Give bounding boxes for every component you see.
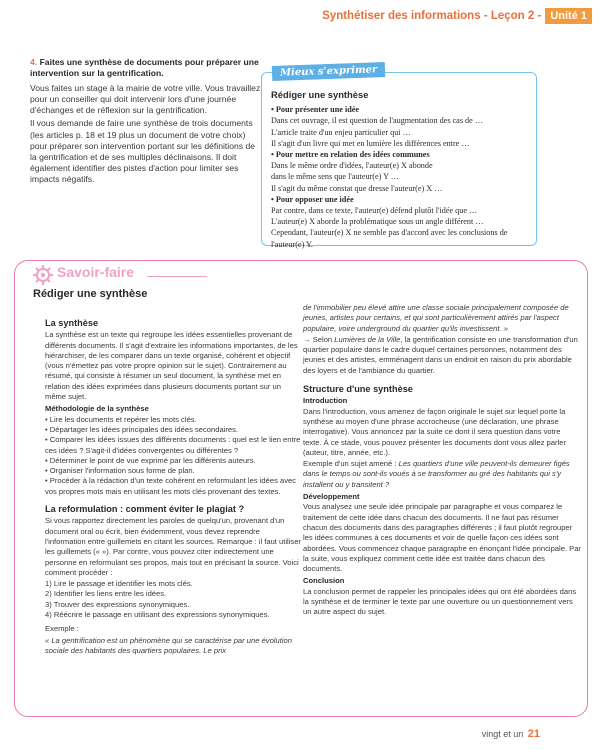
exercise-title <box>30 57 262 79</box>
heading-structure: Structure d'une synthèse <box>303 384 413 395</box>
synthese-paragraph: La synthèse est un texte qui regroupe les idées essentielles provenant de différents documents. Il s'agit d'extraire les informations importantes, de les hiérarchiser, de les comparer dans un texte organisé, cohérent et objectif (vous n'émettez pas votre propre opinion sur le sujet). Contrairement au résumé, qui consiste à résumer un seul document, la synthèse met en relation des idées exprimées dans plusieurs documents portant sur un même sujet. <box>45 330 298 402</box>
mieux-line: Il s'agit du même constat que dresse l'auteur(e) X … <box>271 183 443 193</box>
reformulation-source: Lumières de la Ville <box>334 334 401 344</box>
mieux-sexprimer-tag: Mieux s'exprimer <box>272 62 386 81</box>
heading-introduction: Introduction <box>303 396 348 406</box>
exercise-4 <box>30 57 262 187</box>
introduction-example-text: Les quartiers d'une ville peuvent-ils demeurer figés dans le temps ou sont-ils voués à se transformer au gré des habitants qui s'y installent ou y transitent ? <box>303 459 570 489</box>
reformulation-step: 3) Trouver des expressions synonymiques. <box>45 599 190 609</box>
methodo-item: • Départager les idées principales des idées secondaires. <box>45 424 239 434</box>
exercise-paragraph-1: Vous faites un stage à la mairie de votre ville. Vous travaillez pour un conseiller qui doit intervenir lors d'une journée d'échanges et de réflexion sur la gentrification. <box>30 83 261 116</box>
exercise-title-text: Faites une synthèse de documents pour préparer une intervention sur la gentrification. <box>30 57 259 79</box>
mieux-line: Par contre, dans ce texte, l'auteur(e) défend plutôt l'idée que … <box>271 206 478 216</box>
heading-developpement: Développement <box>303 492 360 502</box>
lesson-title: Synthétiser des informations - Leçon 2 - <box>322 10 542 22</box>
mieux-section-relate: • Pour mettre en relation des idées communes <box>271 150 430 160</box>
mieux-line: dans le même sens que l'auteur(e) Y … <box>271 172 399 182</box>
heading-conclusion: Conclusion <box>303 576 345 586</box>
mieux-line: L'article traite d'un enjeu particulier qui … <box>271 127 411 137</box>
exercise-number: 4. <box>30 57 38 67</box>
mieux-section-oppose: • Pour opposer une idée <box>271 194 354 204</box>
savoir-faire-heading: Rédiger une synthèse <box>33 288 148 300</box>
heading-reformulation: La reformulation : comment éviter le plagiat ? <box>45 504 245 515</box>
savoir-faire-box <box>14 260 588 717</box>
methodo-item: • Organiser l'information sous forme de plan. <box>45 466 195 476</box>
methodo-item: • Procéder à la rédaction d'un texte cohérent en reformulant les idées avec vos propres mots mais en utilisant les mots clés provenant des textes. <box>45 476 297 496</box>
exemple-label: Exemple : <box>45 624 79 634</box>
unit-badge: Unité 1 <box>545 8 592 24</box>
reformulation-body: , la gentrification consiste en une transformation d'un quartier populaire dans le cadre duquel certaines personnes, notamment des jeunes et des artistes, emménagent dans un endroit en raison du prix abordable des loyers et de l'ambiance du quartier. <box>303 334 578 375</box>
exemple-quote: « La gentrification est un phénomène qui se caractérise par une évolution sociale des habitants des quartiers populaires. Le prix <box>45 635 292 655</box>
reformulation-example <box>303 335 581 376</box>
page-header <box>322 6 592 26</box>
mieux-line: Cependant, l'auteur(e) X ne semble pas d'accord avec les conclusions de l'auteur(e) Y. <box>271 228 508 249</box>
arrow-icon: → <box>303 334 311 344</box>
mieux-title: Rédiger une synthèse <box>271 89 369 100</box>
reformulation-intro: Selon <box>312 334 335 344</box>
savoir-faire-rule <box>147 276 207 277</box>
gear-icon <box>33 265 53 285</box>
conclusion-paragraph: La conclusion permet de rappeler les principales idées qui ont été abordées dans la synthèse et de terminer le texte par une ouverture ou un questionnement vers un autre aspect du sujet. <box>303 586 577 617</box>
page-number: 21 <box>527 728 540 740</box>
mieux-sexprimer-box <box>261 64 537 249</box>
methodo-item: • Lire les documents et repérer les mots clés. <box>45 414 197 424</box>
mieux-line: Il s'agit d'un livre qui met en lumière les différences entre … <box>271 138 470 148</box>
reformulation-paragraph: Si vous rapportez directement les paroles de quelqu'un, provenant d'un document oral ou écrit, bien évidemment, vous devez reprendre l'information entre guillemets en citant les sources. Remarque : il faut utiliser les guillemets (« »). Par contre, vous pouvez citer indirectement une personne en reformulant ses propos, mais tout en précisant la source. Voici comment procéder : <box>45 516 301 577</box>
heading-synthese: La synthèse <box>45 318 99 328</box>
mieux-line: L'auteur(e) X aborde la problématique sous un angle différent … <box>271 217 484 227</box>
introduction-example <box>303 459 581 490</box>
savoir-faire-label: Savoir-faire <box>57 264 135 280</box>
methodo-item: • Comparer les idées issues des différents documents : quel est le lien entre ces idées ? S'agit-il d'idées convergentes ou différentes ? <box>45 435 301 455</box>
mieux-line: Dans cet ouvrage, il est question de l'augmentation des cas de … <box>271 116 484 126</box>
heading-methodologie: Méthodologie de la synthèse <box>45 404 149 414</box>
page-footer <box>482 728 540 740</box>
exemple-quote-continued: de l'immobilier peu élevé attire une classe sociale principalement composée de jeunes, artistes pour certains, et qui sont particulièrement attirés par l'aspect populaire, voire underground du quartier qu'ils investissent. » <box>303 303 569 333</box>
exercise-paragraph-2: Il vous demande de faire une synthèse de trois documents (les articles p. 18 et 19 plus un document de votre choix) pour préparer son intervention portant sur les définitions de la gentrification et de ses multiples déclinaisons. Il doit également identifier des pistes d'action pour limiter ses impacts négatifs. <box>30 118 256 184</box>
savoir-left-column <box>45 315 301 657</box>
reformulation-step: 1) Lire le passage et identifier les mots clés. <box>45 579 193 589</box>
page-number-words: vingt et un <box>481 729 524 739</box>
developpement-paragraph: Vous analysez une seule idée principale par paragraphe et vous comparez le traitement de cette idée dans chacun des documents. Il ne faut pas résumer chacun des documents dans des paragraphes différents ; il faut plutôt regrouper les idées communes à ces documents et voir de quelle façon ces idées sont abordées. Vous commencez chaque paragraphe en énonçant l'idée principale. Par la suite, vous expliquez comment cette idée est traitée dans chacun des documents. <box>303 502 581 574</box>
reformulation-step: 4) Réécrire le passage en utilisant des expressions synonymiques. <box>45 610 270 620</box>
methodo-item: • Déterminer le point de vue exprimé par les différents auteurs. <box>45 455 256 465</box>
introduction-paragraph: Dans l'introduction, vous amenez de façon originale le sujet sur lequel porte la synthèse au moyen d'une phrase accrocheuse (une déclaration, une phrase interrogative). Vous annoncez par la suite ce dont il sera question dans votre texte. À ce stade, vous pouvez présenter les documents dont vous allez parler (auteur, titre, année, etc.). <box>303 406 566 457</box>
mieux-section-present: • Pour présenter une idée <box>271 105 360 115</box>
savoir-right-column <box>303 303 581 619</box>
reformulation-step: 2) Identifier les liens entre les idées. <box>45 589 167 599</box>
mieux-line: Dans le même ordre d'idées, l'auteur(e) X abonde <box>271 161 433 171</box>
introduction-example-label: Exemple d'un sujet amené : <box>303 459 399 469</box>
